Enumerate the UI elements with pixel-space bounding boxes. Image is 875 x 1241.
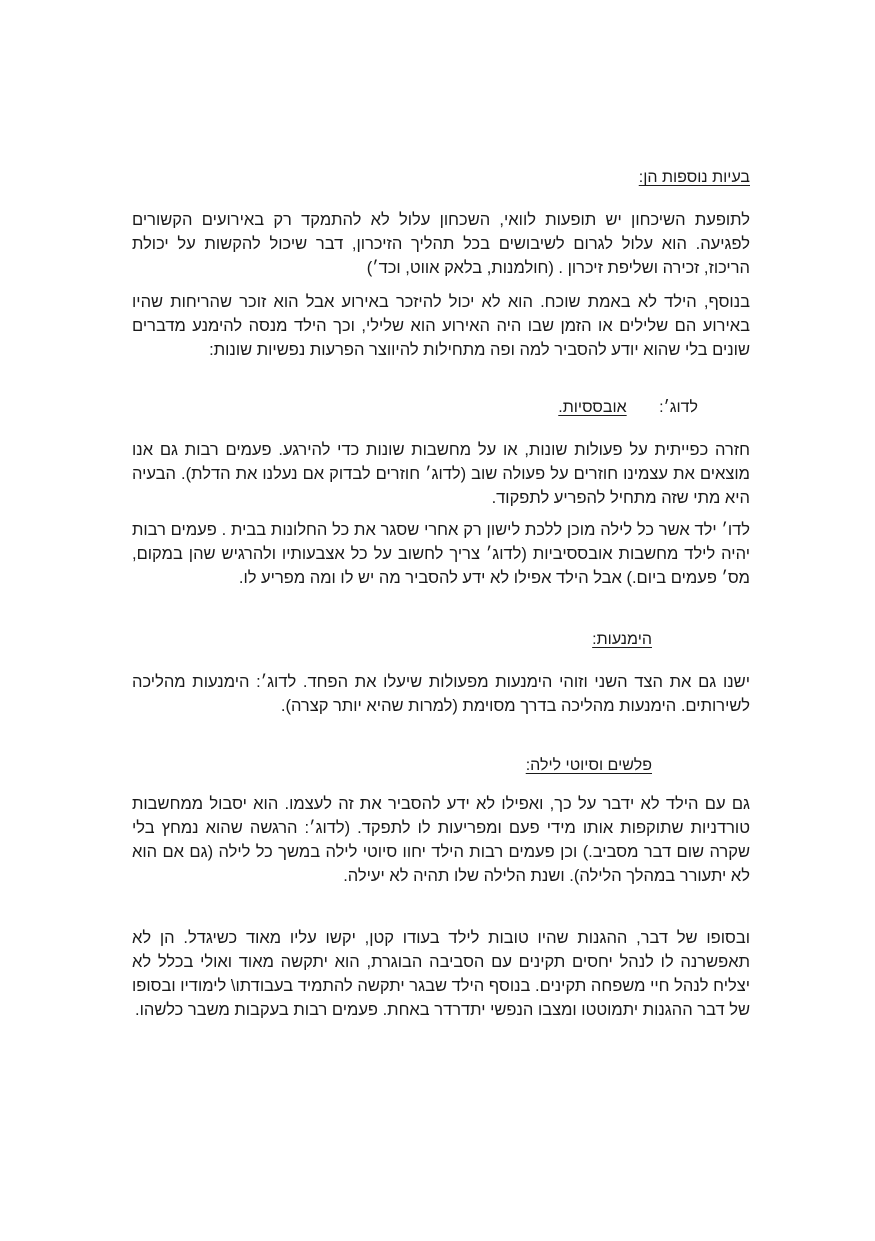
section-title-avoidance: הימנעות: [592, 631, 652, 648]
example-label: לדוג׳: [659, 399, 698, 416]
paragraph-side-effects: לתופעת השיכחון יש תופעות לוואי, השכחון עלול לא להתמקד רק באירועים הקשורים לפגיעה. הוא עלול לגרום לשיבושים בכל תהליך הזיכרון, דבר שיכול להקשות על יכולת הריכוז, זכירה ושליפת זיכרון . (חולמנות, בלאק אווט, וכד׳) [132, 211, 750, 277]
paragraph-flashbacks-2: ובסופו של דבר, ההגנות שהיו טובות לילד בעודו קטן, יקשו עליו מאוד כשיגדל. הן לא תאפשרנה לו לנהל יחסים תקינים עם הסביבה הבוגרת, הוא יתקשה מאוד ואולי בכלל לא יצליח לנהל חיי משפחה תקינים. בנוסף הילד שבגר יתקשה להתמיד בעבודתו\ לימודיו ובסופו של דבר ההגנות יתמוטטו ומצבו הנפשי יתדרדר באחת. פעמים רבות בעקבות משבר כלשהו. [132, 929, 750, 1019]
paragraph-flashbacks-1: גם עם הילד לא ידבר על כך, ואפילו לא ידע להסביר את זה לעצמו. הוא יסבול ממחשבות טורדניות שתוקפות אותו מידי פעם ומפריעות לו לתפקד. (לדוג׳: הרגשה שהוא נמחץ בלי שקרה שום דבר מסביב.) וכן פעמים רבות הילד יחוו סיוטי לילה במשך כל לילה (גם אם הוא לא יתעורר במהלך הלילה). ושנת הלילה שלו תהיה לא יעילה. [132, 795, 750, 885]
paragraph-avoidance: ישנו גם את הצד השני וזוהי הימנעות מפעולות שיעלו את הפחד. לדוג׳: הימנעות מהליכה לשירותים. הימנעות מהליכה בדרך מסוימת (למרות שהיא יותר קצרה). [132, 673, 750, 715]
section-title-obsessions: אובססיות. [558, 399, 627, 416]
paragraph-obsessions-1: חזרה כפייתית על פעולות שונות, או על מחשבות שונות כדי להירגע. פעמים רבות גם אנו מוצאים את עצמינו חוזרים על פעולה שוב (לדוג׳ חוזרים לבדוק אם נעלנו את הדלת). הבעיה היא מתי שזה מתחיל להפריע לתפקוד. [132, 441, 750, 507]
paragraph-not-forgetting: בנוסף, הילד לא באמת שוכח. הוא לא יכול להיזכר באירוע אבל הוא זוכר שהריחות שהיו באירוע הם שלילים או הזמן שבו היה האירוע הוא שלילי, וכך הילד מנסה להימנע מדברים שונים בלי שהוא יודע להסביר למה ופה מתחילות להיווצר הפרעות נפשיות שונות: [132, 293, 750, 359]
main-heading: בעיות נוספות הן: [638, 169, 750, 186]
example-heading-row [558, 398, 698, 418]
paragraph-obsessions-2: לדו׳ ילד אשר כל לילה מוכן ללכת לישון רק אחרי שסגר את כל החלונות בבית . פעמים רבות יהיה לילד מחשבות אובססיביות (לדוג׳ צריך לחשוב על כל אצבעותיו ולהרגיש שהן במקום, מס׳ פעמים ביום.) אבל הילד אפילו לא ידע להסביר מה יש לו ומה מפריע לו. [132, 521, 750, 587]
section-title-flashbacks: פלשים וסיוטי לילה: [525, 757, 652, 774]
